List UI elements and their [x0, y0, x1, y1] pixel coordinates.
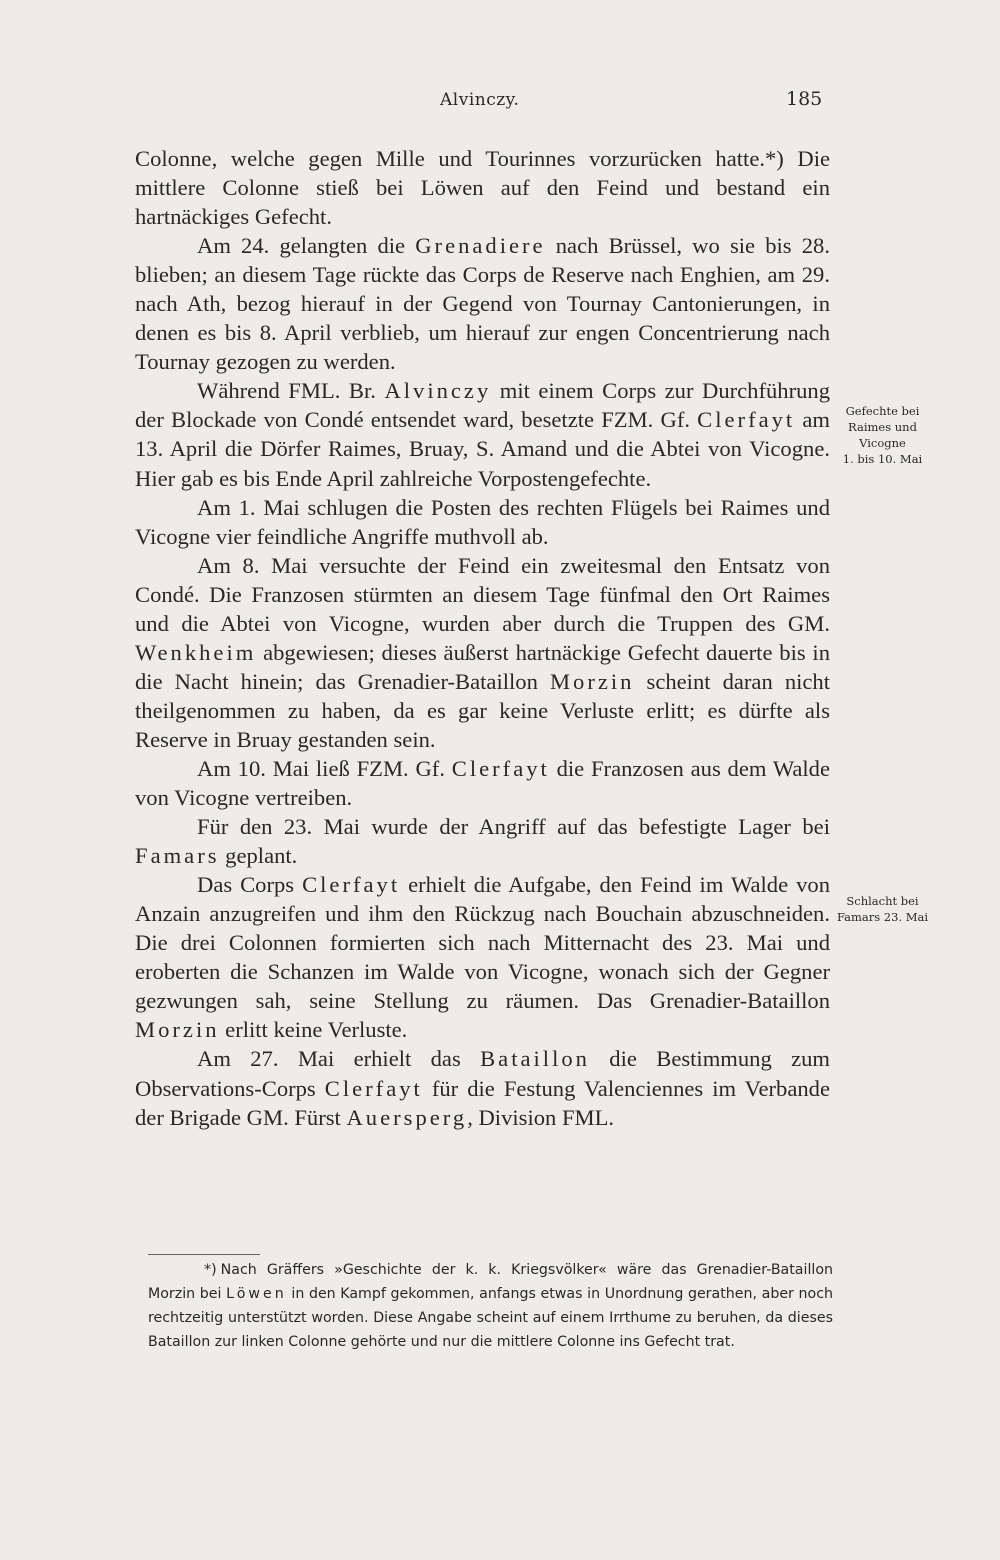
paragraph: Colonne, welche gegen Mille und Tourinnes vorzurücken hatte.*) Die mittlere Colonne stieß bei Löwen auf den Feind und bestand ein hartnäckiges Gefecht.: [135, 146, 830, 230]
spaced-name: Clerfayt: [324, 1075, 423, 1101]
spaced-name: Bataillon: [480, 1046, 590, 1072]
footnote-marker: *): [204, 1262, 217, 1278]
spaced-name: Morzin: [549, 668, 635, 694]
footnote: *) Nach Gräffers »Geschichte der k. k. Kriegsvölker« wäre das Grenadier-Bataillon Morzin bei Löwen in den Kampf gekommen, anfangs etwas in Unordnung gerathen, aber noch rechtzeitig unterstützt worden. Diese Angabe scheint auf einem Irrthume zu beruhen, da dieses Bataillon zur linken Colonne gehörte und nur die mittlere Colonne ins Gefecht trat.: [148, 1258, 833, 1354]
spaced-name: Clerfayt: [697, 407, 796, 433]
spaced-name: Wenkheim: [135, 639, 257, 665]
paragraph: Das Corps Clerfayt erhielt die Aufgabe, den Feind im Walde von Anzain anzugreifen und ihm den Rückzug nach Bouchain abzuschneiden. Die drei Colonnen formierten sich nach Mitternacht des 23. Mai und eroberten die Schanzen im Walde von Vicogne, wonach sich der Gegner gezwungen sah, seine Stellung zu räumen. Das Grenadier-Bataillon Morzin erlitt keine Verluste.: [135, 872, 830, 1043]
body-text: [135, 144, 830, 1132]
spaced-name: Grenadiere: [415, 233, 546, 259]
spaced-name: Löwen: [226, 1286, 287, 1302]
paragraph: Am 1. Mai schlugen die Posten des rechten Flügels bei Raimes und Vicogne vier feindliche Angriffe muthvoll ab.: [135, 494, 830, 549]
spaced-name: Auersperg: [346, 1104, 468, 1130]
spaced-name: Morzin: [135, 1017, 220, 1043]
paragraph: Während FML. Br. Alvinczy mit einem Corps zur Durchführung der Blockade von Condé entsendet ward, besetzte FZM. Gf. Clerfayt am 13. April die Dörfer Raimes, Bruay, S. Amand und die Abtei von Vicogne. Hier gab es bis Ende April zahlreiche Vorpostengefechte.: [135, 378, 830, 491]
footnote-divider: [148, 1254, 260, 1255]
spaced-name: Alvinczy: [384, 378, 492, 404]
paragraph: Am 10. Mai ließ FZM. Gf. Clerfayt die Franzosen aus dem Walde von Vicogne vertreiben.: [135, 755, 830, 811]
paragraph: Für den 23. Mai wurde der Angriff auf das befestigte Lager bei Famars geplant.: [135, 814, 830, 869]
margin-note-gefechte: Gefechte bei Raimes und Vicogne 1. bis 10. Mai: [842, 404, 923, 466]
paragraph: Am 27. Mai erhielt das Bataillon die Bestimmung zum Observations-Corps Clerfayt für die Festung Valenciennes im Verbande der Brigade GM. Fürst Auersperg, Division FML.: [135, 1046, 830, 1130]
spaced-name: Famars: [135, 843, 220, 869]
margin-note-schlacht: Schlacht bei Famars 23. Mai: [836, 894, 929, 924]
page-number: 185: [786, 88, 823, 110]
spaced-name: Clerfayt: [451, 755, 550, 781]
spaced-name: Clerfayt: [302, 872, 401, 898]
running-header: Alvinczy.: [440, 90, 520, 110]
paragraph: Am 8. Mai versuchte der Feind ein zweitesmal den Entsatz von Condé. Die Franzosen stürmten an diesem Tage fünfmal den Ort Raimes und die Abtei von Vicogne, wurden aber durch die Truppen des GM. Wenkheim abgewiesen; dieses äußerst hartnäckige Gefecht dauerte bis in die Nacht hinein; das Grenadier-Bataillon Morzin scheint daran nicht theilgenommen zu haben, da es gar keine Verluste erlitt; es dürfte als Reserve in Bruay gestanden sein.: [135, 552, 830, 752]
paragraph: Am 24. gelangten die Grenadiere nach Brüssel, wo sie bis 28. blieben; an diesem Tage rückte das Corps de Reserve nach Enghien, am 29. nach Ath, bezog hierauf in der Gegend von Tournay Cantonierungen, in denen es bis 8. April verblieb, um hierauf zur engen Concentrierung nach Tournay gezogen zu werden.: [135, 233, 830, 375]
